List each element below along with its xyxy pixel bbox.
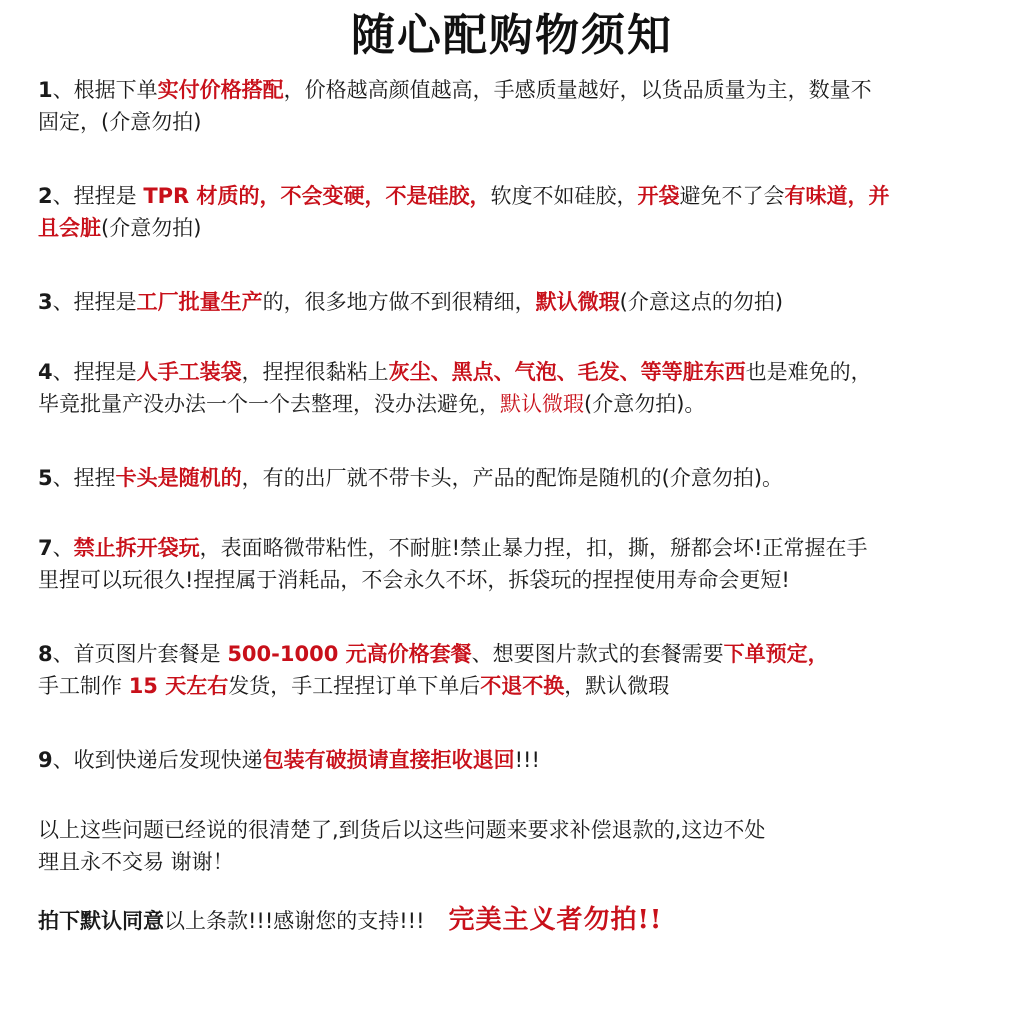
notice-line xyxy=(38,180,990,212)
item-number: 2 xyxy=(38,184,53,208)
body-text: ，表面略微带粘性，不耐脏!禁止暴力捏，扣，撕，掰都会坏!正常握在手 xyxy=(199,536,868,560)
body-text: 、根据下单 xyxy=(52,78,158,102)
notice-item xyxy=(38,286,990,318)
notice-line xyxy=(38,356,990,388)
highlight-text: 开袋 xyxy=(637,184,680,208)
highlight-text: 15 天左右 xyxy=(128,674,229,698)
body-text: 、 xyxy=(52,536,74,560)
notice-line xyxy=(38,532,990,564)
notice-item xyxy=(38,638,990,702)
notice-line xyxy=(38,212,990,244)
body-text: (介意勿拍)。 xyxy=(584,392,706,416)
body-text: 软度不如硅胶， xyxy=(490,184,638,208)
body-text: 也是难免的， xyxy=(745,360,872,384)
item-number: 5 xyxy=(38,466,53,490)
body-text: 毕竟批量产没办法一个一个去整理，没办法避免， xyxy=(38,392,500,416)
body-text: 避免不了会 xyxy=(679,184,785,208)
notice-item xyxy=(38,74,990,138)
notice-line xyxy=(38,106,990,138)
body-text: ，默认微瑕 xyxy=(564,674,670,698)
body-text: (介意这点的勿拍) xyxy=(619,290,784,314)
closing-line-2: 理且永不交易 谢谢！ xyxy=(38,850,234,874)
highlight-text: 不退不换 xyxy=(480,674,565,698)
perfectionist-warning: 完美主义者勿拍!! xyxy=(448,905,663,935)
highlight-text: 灰尘、黑点、气泡、毛发、等等脏东西 xyxy=(388,360,746,384)
notice-item xyxy=(38,532,990,596)
notice-line xyxy=(38,74,990,106)
agree-bold-text: 拍下默认同意 xyxy=(38,909,164,933)
item-number: 8 xyxy=(38,642,53,666)
highlight-text: 实付价格搭配 xyxy=(157,78,284,102)
closing-line-1: 以上这些问题已经说的很清楚了,到货后以这些问题来要求补偿退款的,这边不处 xyxy=(38,818,766,842)
highlight-text: 工厂批量生产 xyxy=(136,290,263,314)
body-text: 的，很多地方做不到很精细， xyxy=(262,290,536,314)
notice-line xyxy=(38,388,990,420)
item-number: 3 xyxy=(38,290,53,314)
highlight-text: 有味道，并 xyxy=(784,184,890,208)
notice-line xyxy=(38,462,990,494)
highlight-text: 下单预定， xyxy=(723,642,829,666)
notice-line xyxy=(38,638,990,670)
highlight-text: 包装有破损请直接拒收退回 xyxy=(262,748,515,772)
closing-statement xyxy=(38,814,990,878)
notice-item xyxy=(38,744,990,776)
notice-item xyxy=(38,356,990,420)
body-text: 、捏捏是 xyxy=(52,184,144,208)
body-text: 、收到快递后发现快递 xyxy=(52,748,263,772)
body-text: 、首页图片套餐是 xyxy=(52,642,228,666)
highlight-text: 卡头是随机的 xyxy=(115,466,242,490)
body-text: 、捏捏是 xyxy=(52,290,137,314)
item-number: 9 xyxy=(38,748,53,772)
notice-item xyxy=(38,462,990,494)
highlight-text: 禁止拆开袋玩 xyxy=(73,536,200,560)
item-number: 7 xyxy=(38,536,53,560)
notice-line xyxy=(38,744,990,776)
body-text: 、捏捏 xyxy=(52,466,116,490)
page-title: 随心配购物须知 xyxy=(351,10,673,61)
item-number: 4 xyxy=(38,360,53,384)
body-text: 、想要图片款式的套餐需要 xyxy=(471,642,724,666)
item-number: 1 xyxy=(38,78,53,102)
body-text: 固定，(介意勿拍) xyxy=(38,110,202,134)
body-text: !!! xyxy=(514,748,540,772)
body-text: 发货，手工捏捏订单下单后 xyxy=(228,674,481,698)
body-text: ，价格越高颜值越高，手感质量越好，以货品质量为主，数量不 xyxy=(283,78,872,102)
highlight-text: 人手工装袋 xyxy=(136,360,242,384)
notice-line xyxy=(38,286,990,318)
highlight-text: 默认微瑕 xyxy=(535,290,620,314)
body-text: ，捏捏很黏粘上 xyxy=(241,360,389,384)
body-text: 里捏可以玩很久!捏捏属于消耗品，不会永久不坏，拆袋玩的捏捏使用寿命会更短! xyxy=(38,568,790,592)
highlight-text: 500-1000 元高价格套餐 xyxy=(227,642,472,666)
highlight-text: TPR 材质的，不会变硬，不是硅胶， xyxy=(143,184,491,208)
footer-line xyxy=(38,904,990,937)
notice-item xyxy=(38,180,990,244)
body-text: ，有的出厂就不带卡头，产品的配饰是随机的(介意勿拍)。 xyxy=(241,466,784,490)
body-text: 手工制作 xyxy=(38,674,129,698)
notice-line xyxy=(38,670,990,702)
highlight-text: 默认微瑕 xyxy=(500,392,584,416)
body-text: 、捏捏是 xyxy=(52,360,137,384)
highlight-text: 且会脏 xyxy=(38,216,101,240)
body-text: (介意勿拍) xyxy=(101,216,202,240)
notice-line xyxy=(38,564,990,596)
agree-rest-text: 以上条款!!!感谢您的支持!!! xyxy=(164,909,425,933)
